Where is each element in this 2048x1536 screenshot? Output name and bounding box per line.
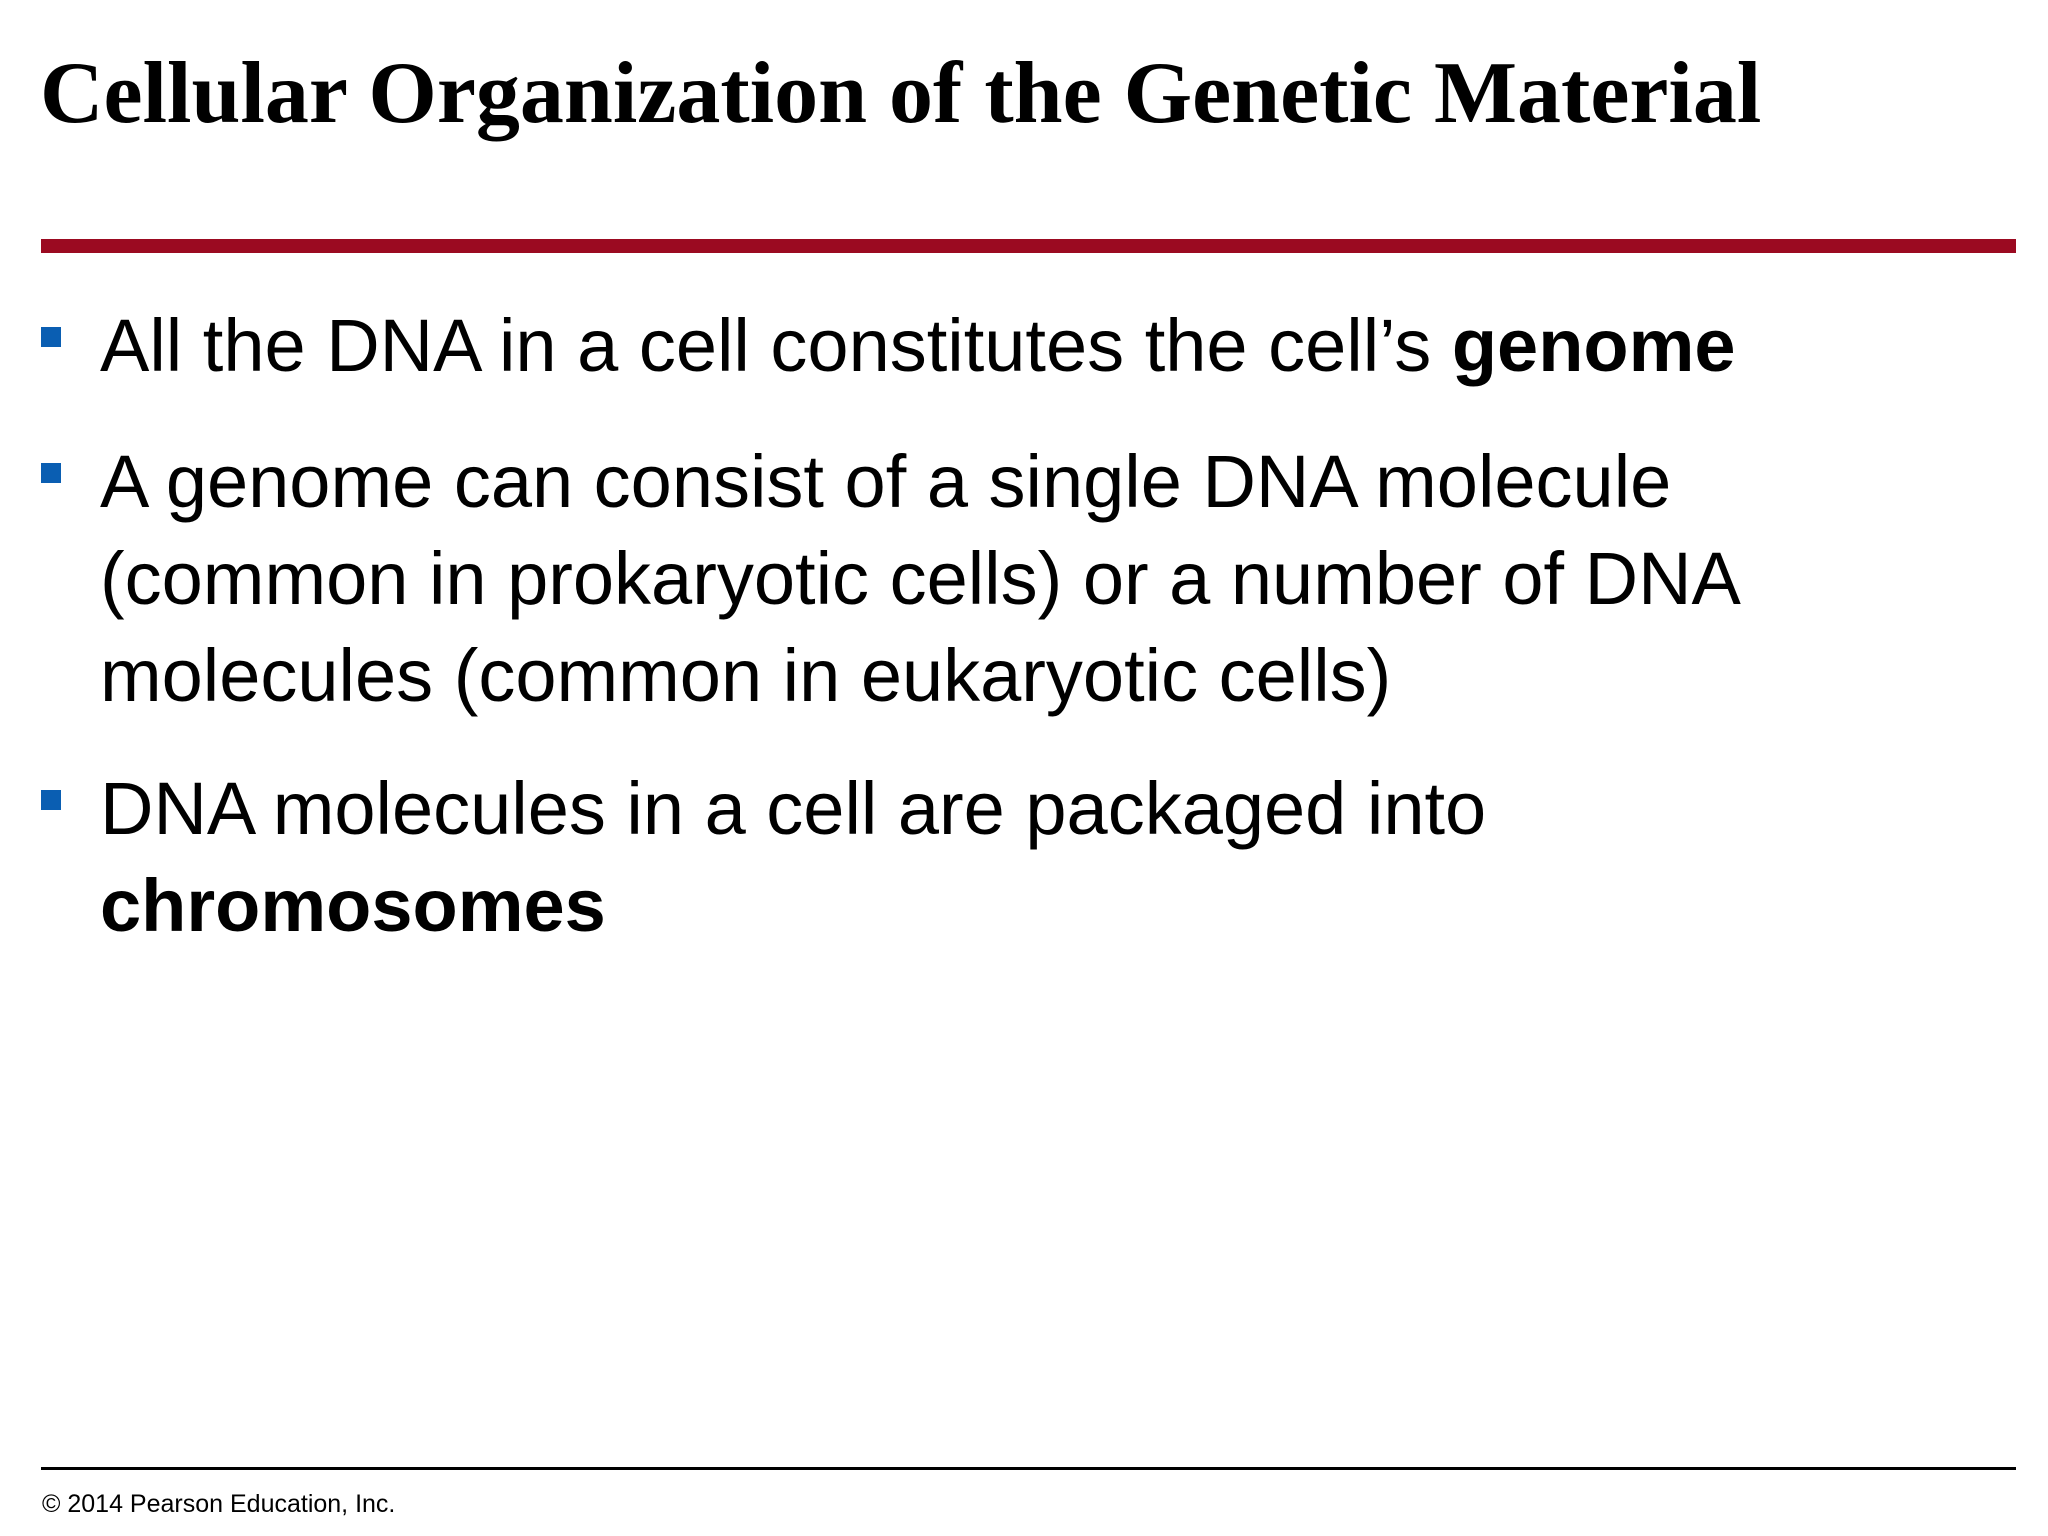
title-divider xyxy=(41,239,2016,253)
bullet-text: All the DNA in a cell constitutes the cell’s xyxy=(100,304,1452,387)
bullet-bold-term: genome xyxy=(1451,304,1736,387)
square-bullet-icon xyxy=(41,327,61,347)
bullet-text: A genome can consist of a single DNA molecule (common in prokaryotic cells) or a number of DNA molecules (common in eukaryotic cells) xyxy=(100,440,1737,717)
bullet-text: DNA molecules in a cell are packaged into xyxy=(100,767,1487,850)
square-bullet-icon xyxy=(41,463,61,483)
bullet-item xyxy=(100,433,2000,724)
bullet-item xyxy=(100,760,2000,954)
copyright-footer: © 2014 Pearson Education, Inc. xyxy=(42,1490,396,1518)
footer-divider xyxy=(41,1467,2016,1470)
bullet-item xyxy=(100,297,2000,394)
slide-title: Cellular Organization of the Genetic Material xyxy=(40,45,1762,142)
square-bullet-icon xyxy=(41,790,61,810)
bullet-bold-term: chromosomes xyxy=(100,864,606,947)
